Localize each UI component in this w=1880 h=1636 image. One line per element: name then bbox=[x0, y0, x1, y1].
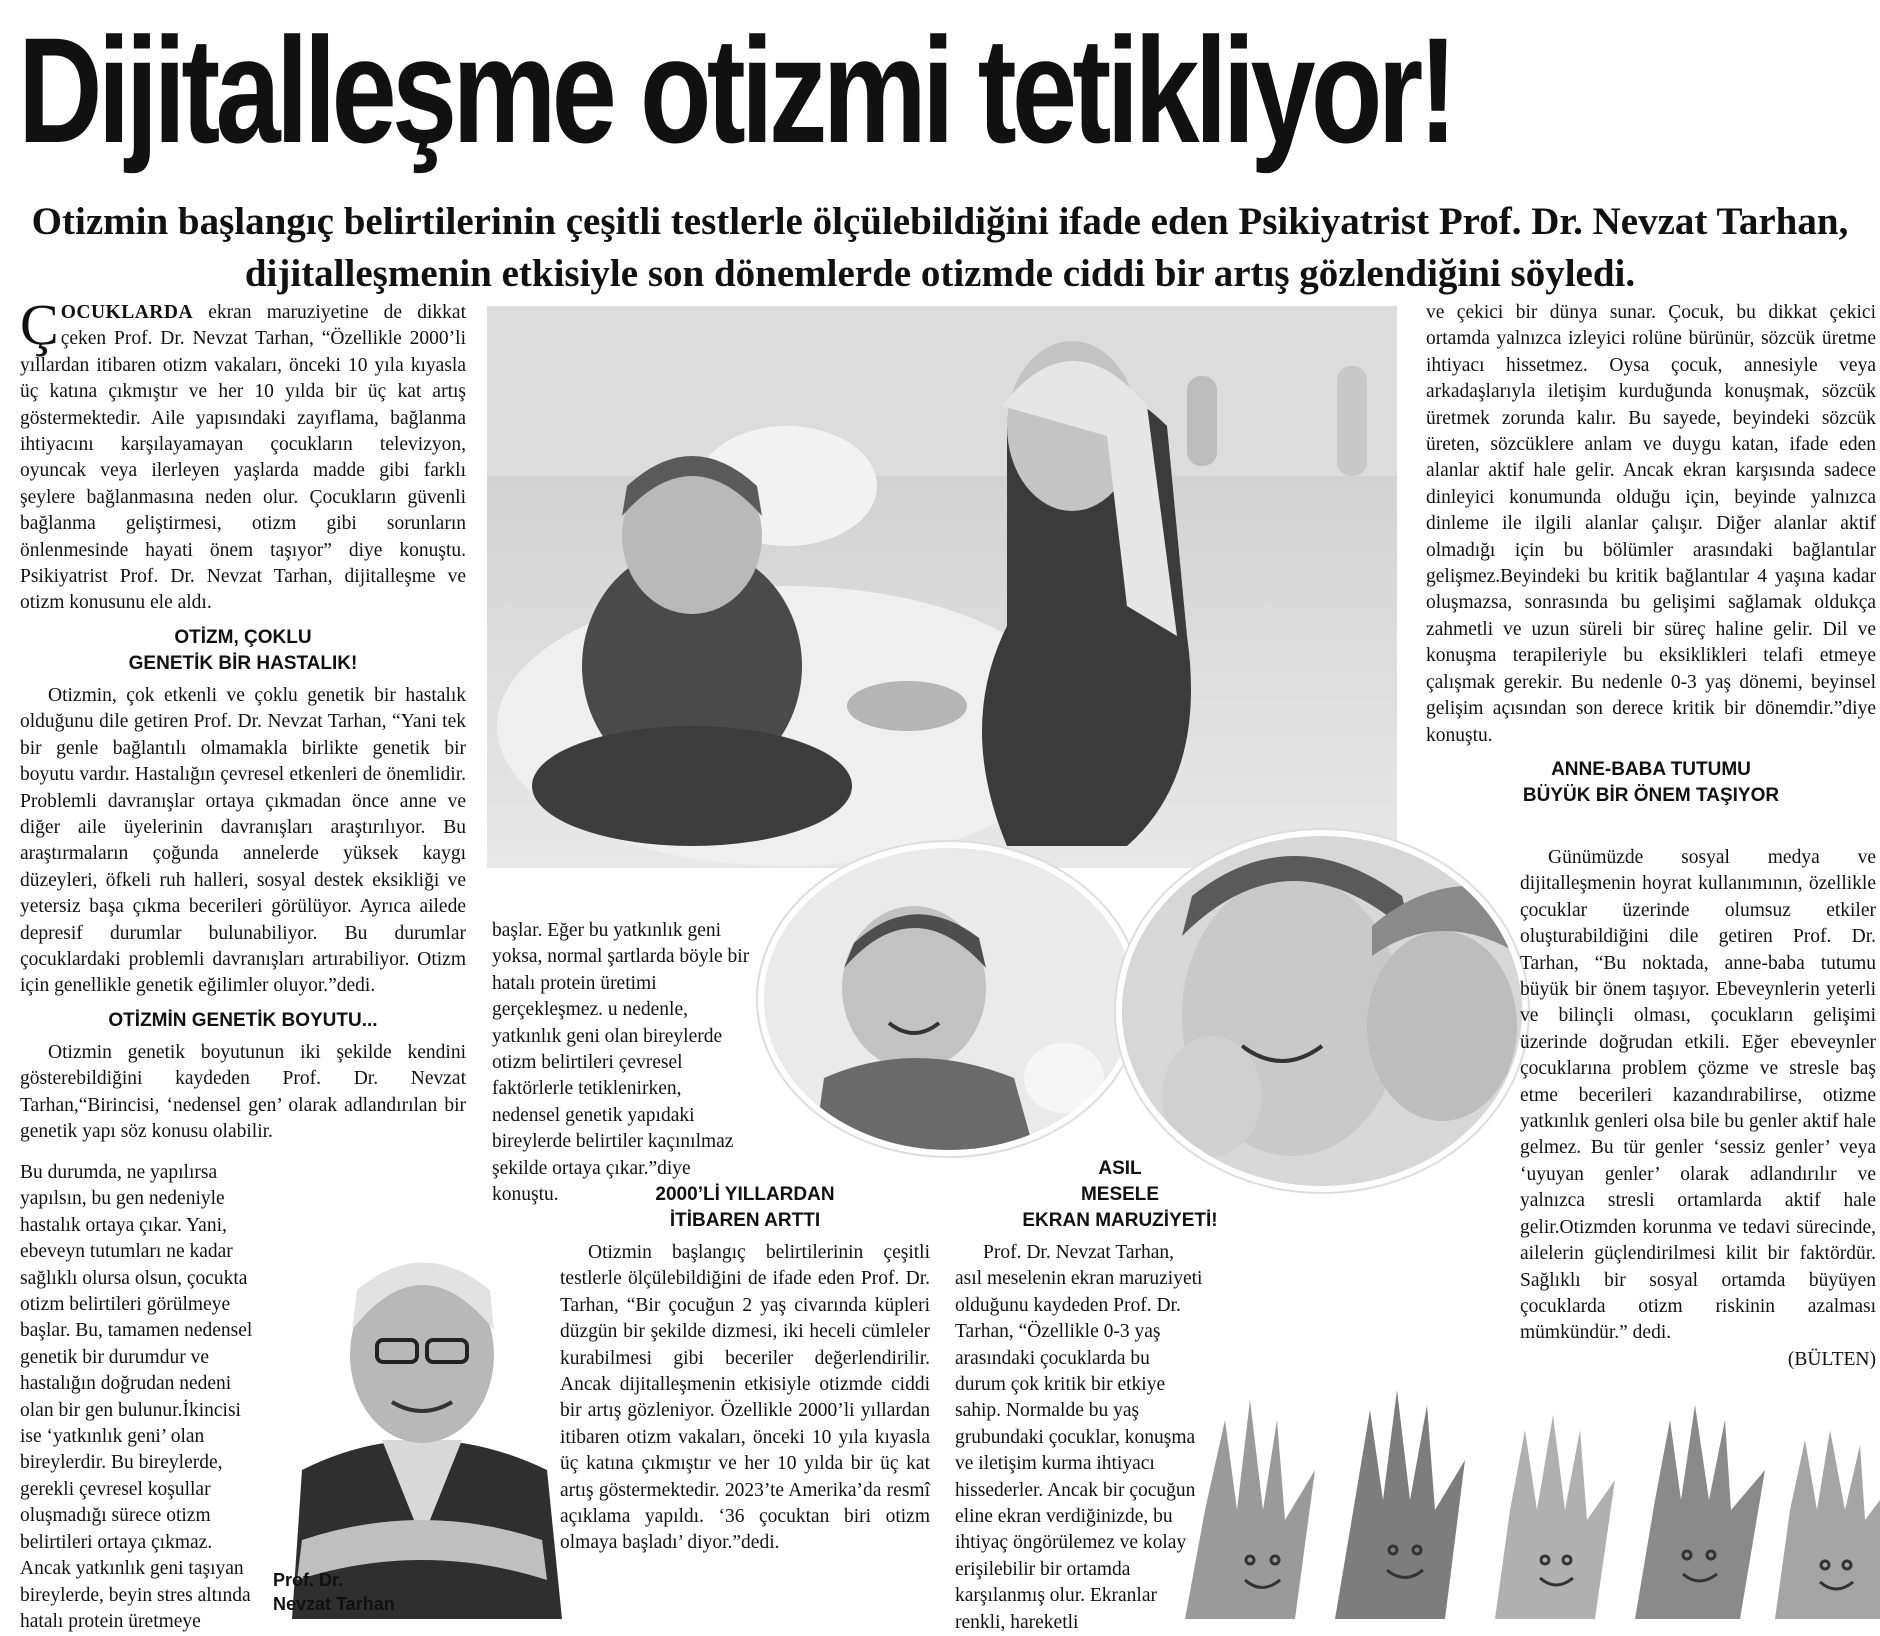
column-2-lower bbox=[560, 1174, 930, 1557]
main-photo-image bbox=[487, 306, 1397, 868]
subheading-2000li-yillardan bbox=[560, 1182, 930, 1234]
source-credit: (BÜLTEN) bbox=[1787, 1348, 1876, 1370]
col1-intro-text: ekran maruziyetine de dikkat çeken Prof. Dr. Nevzat Tarhan, “Özellikle 2000’li yıllardan itibaren otizm vakaları, önceki 10 yıla kıyasla üç katına çıkmıştır ve her 10 yılda bir üç kat artış göstermektedir. Aile yapısındaki zayıflama, bağlanma ihtiyacını karşılayamayan çocukların televizyon, oyuncak veya ilerleyen yaşlarda madde gibi farklı şeylere bağlanmasına neden olur. Çocukların güvenli bağlanma geliştirmesi, otizm gibi sorunların önlenmesinde hayati önem taşıyor” diye konuştu. Psikiyatrist Prof. Dr. Nevzat Tarhan, dijitalleşme ve otizm konusunu ele aldı. bbox=[20, 302, 466, 614]
portrait-caption-title: Prof. Dr. bbox=[273, 1570, 344, 1590]
portrait-caption-name: Nevzat Tarhan bbox=[273, 1594, 395, 1614]
column-2 bbox=[492, 918, 754, 1208]
subheading-2000li-line1: 2000’Lİ YILLARDAN bbox=[655, 1184, 835, 1205]
col1-lead-paragraph bbox=[20, 292, 466, 617]
dropcap: Ç bbox=[20, 292, 59, 357]
col1-paragraph-2: Otizmin, çok etkenli ve çoklu genetik bir hastalık olduğunu dile getiren Prof. Dr. Nevzat Tarhan, “Yani tek bir genle bağlantılı olmamakla birlikte genetik bir boyutu vardır. Hastalığın çevresel etkenleri de önemlidir. Problemli davranışlar ortaya çıkmadan önce anne ve diğer aile üyelerinin davranışları araştırılıyor. Bu araştırmaların çoğunda annelerde yüksek kaygı düzeyleri, öfkeli ruh halleri, sosyal destek eksikliği ve yetersiz başa çıkma becerileri görülüyor. Ayrıca ailede depresif durumlar bulunabiliyor. Bu durumlar çocuklardaki problemli davranışları artırabiliyor. Otizm için genellikle genetik eğilimler oluyor.”dedi. bbox=[20, 684, 466, 997]
subheading-genetik-boyutu: OTİZMİN GENETİK BOYUTU... bbox=[108, 1009, 378, 1031]
column-1 bbox=[20, 292, 466, 1145]
subheading-asil-line2: MESELE bbox=[1080, 1184, 1160, 1205]
main-photo-boy-and-mother bbox=[487, 306, 1397, 868]
subheading-2000li-line2: İTİBAREN ARTTI bbox=[669, 1210, 821, 1231]
circle-photo-kiss bbox=[1116, 830, 1528, 1192]
column-3 bbox=[955, 1148, 1285, 1240]
subheading-otizm-coklu-line1: OTİZM, ÇOKLU bbox=[174, 626, 312, 648]
col2-paragraph-2: Otizmin başlangıç belirtilerinin çeşitli testlerle ölçülebildiğini de ifade eden Prof. Dr. Tarhan, “Bir çocuğun 2 yaş civarında küpleri düzgün bir şekilde dizmesi, iki heceli cümleler kurabilmesi gibi beceriler değerlendirilir. Ancak dijitalleşmenin etkisiyle otizmde ciddi bir artış gözleniyor. Özellikle 2000’li yıllardan itibaren otizm vakaları, önceki 10 yıla kıyasla üç katına çıkmıştır ve her 10 yılda bir üç kat artış göstermektedir. 2023’te Amerika’da resmî açıklama yapıldı. ‘36 çocuktan biri otizm olmaya başladı’ diyor.”dedi. bbox=[560, 1242, 930, 1554]
col3-paragraph-1: Prof. Dr. Nevzat Tarhan, asıl meselenin ekran maruziyeti olduğunu kaydeden Prof. Dr. Tarhan, “Özellikle 0-3 yaş arasındaki çocuklarda bu durum çok kritik bir etkiye sahip. Normalde bu yaş grubundaki çocuklar, konuşma ve iletişim kurma ihtiyacı hissederler. Ancak bir çocuğun eline ekran verdiğinizde, bu ihtiyaç öngörülemez ve kolay erişilebilir bir ortamda karşılanmış olur. Ekranlar renkli, hareketli bbox=[955, 1242, 1203, 1633]
subheading-asil-mesele bbox=[955, 1156, 1285, 1234]
lead-caps: OCUKLARDA bbox=[60, 302, 194, 323]
subheading-anne-baba-line2: BÜYÜK BİR ÖNEM TAŞIYOR bbox=[1522, 784, 1780, 806]
col1-paragraph-3: Otizmin genetik boyutunun iki şekilde kendini gösterebildiğini kaydeden Prof. Dr. Nevzat Tarhan,“Birincisi, ‘nedensel gen’ olarak adlandırılan bir genetik yapı söz konusu olabilir. bbox=[20, 1041, 466, 1142]
col1-paragraph-4: Bu durumda, ne yapılırsa yapılsın, bu gen nedeniyle hastalık ortaya çıkar. Yani, ebeveyn tutumları ne kadar sağlıklı olursa olsun, çocukta otizm belirtileri görülmeye başlar. Bu, tamamen nedensel genetik bir durumdur ve hastalığın doğrudan nedeni olan bir gen bulunur.İkincisi ise ‘yatkınlık geni’ olan bireylerdir. Bu bireylerde, gerekli çevresel koşullar oluşmadığı sürece otizm belirtileri ortaya çıkmaz. Ancak yatkınlık geni taşıyan bireylerde, beyin stres altında hatalı protein üretmeye bbox=[20, 1162, 253, 1632]
circle-photo-smiling-child bbox=[758, 842, 1140, 1156]
column-4 bbox=[1426, 300, 1876, 815]
painted-hands-photo bbox=[1165, 1360, 1880, 1619]
headline: Dijitalleşme otizmi tetikliyor! bbox=[18, 6, 1453, 174]
col4-paragraph-1: ve çekici bir dünya sunar. Çocuk, bu dikkat çekici ortamda yalnızca izleyici rolüne bürünür, sözcük üretme ihtiyacı hissetmez. Oysa çocuk, annesiyle veya arkadaşlarıyla iletişim kurduğunda konuşmak, sözcük üretmek zorunda kalır. Bu sayede, beyindeki sözcük üreten, sözcüklere anlam ve duygu katan, ifade eden alanlar aktif hale gelir. Ancak ekran karşısında sadece dinleyici konumunda olduğu için, beyinde yalnızca dinleme ile ilgili alanlar çalışır. Diğer alanlar aktif olmadığı için bu bölümler arasındaki bağlantılar gelişmez.Beyindeki bu kritik bağlantılar 4 yaşına kadar oluşmazsa, sonrasında bu gelişimi sağlamak oldukça zahmetli ve uzun süreli bir süreç haline gelir. Dil ve konuşma terapileriyle bu eksiklikleri telafi etmeye çalışmak gerekir. Bu nedenle 0-3 yaş dönemi, beyinsel gelişim açısından son derece kritik bir dönemdir.”diye konuştu. bbox=[1426, 302, 1876, 746]
subheading-otizm-coklu bbox=[20, 625, 466, 677]
subheading-asil-line1: ASIL bbox=[1098, 1158, 1142, 1179]
column-4-lower bbox=[1520, 845, 1876, 1373]
subheading-anne-baba-line1: ANNE-BABA TUTUMU bbox=[1551, 758, 1751, 780]
kiss-image bbox=[1122, 836, 1522, 1186]
deck-subheadline: Otizmin başlangıç belirtilerinin çeşitli testlerle ölçülebildiğini ifade eden Psikiyatrist Prof. Dr. Nevzat Tarhan, dijitalleşmenin etkisiyle son dönemlerde otizmde ciddi bir artış gözlendiğini söyledi. bbox=[31, 200, 1849, 295]
portrait-caption bbox=[273, 1568, 473, 1616]
portrait-photo-nevzat-tarhan bbox=[262, 1140, 582, 1619]
smiling-child-image bbox=[764, 848, 1134, 1150]
col4-paragraph-2: Günümüzde sosyal medya ve dijitalleşmenin hoyrat kullanımının, özellikle çocuklar üzerinde olumsuz etkiler oluşturabildiğini dile getiren Prof. Dr. Tarhan, “Bu noktada, anne-baba tutumu büyük bir önem taşıyor. Ebeveynlerin yeterli ve bilinçli olması, çocukların gelişimi üzerinde doğrudan etkili. Eğer ebeveynler çocuklarına problem çözme ve stresle baş etme becerileri kazandırabilirse, otizme yatkınlık genleri olsa bile bu genler aktif hale gelmez. Bu tür genler ‘sessiz genler’ veya ‘uyuyan genler’ olarak adlandırılır ve yalnızca stresli ortamlarda aktif hale gelir.Otizmden korunma ve tedavi sürecinde, ailelerin güçlendirilmesi kilit bir faktördür. Sağlıklı bir sosyal ortamda büyüyen çocuklarda otizm riskinin azalması mümkündür.” dedi. bbox=[1520, 847, 1876, 1344]
col2-paragraph-1: başlar. Eğer bu yatkınlık geni yoksa, normal şartlarda böyle bir hatalı protein üretimi gerçekleşmez. u nedenle, yatkınlık geni olan bireylerde otizm belirtileri çevresel faktörlerle tetiklenirken, nedensel genetik yapıdaki bireylerde belirtiler kaçınılmaz şekilde ortaya çıkar.”diye konuştu. bbox=[492, 920, 750, 1206]
subheading-anne-baba bbox=[1426, 757, 1876, 809]
column-1-lower bbox=[20, 1160, 258, 1635]
column-3-body bbox=[955, 1240, 1205, 1636]
subheading-otizm-coklu-line2: GENETİK BİR HASTALIK! bbox=[128, 652, 358, 674]
portrait-image bbox=[262, 1140, 582, 1619]
painted-hands-image bbox=[1165, 1360, 1880, 1619]
subheading-asil-line3: EKRAN MARUZİYETİ! bbox=[1022, 1210, 1218, 1231]
